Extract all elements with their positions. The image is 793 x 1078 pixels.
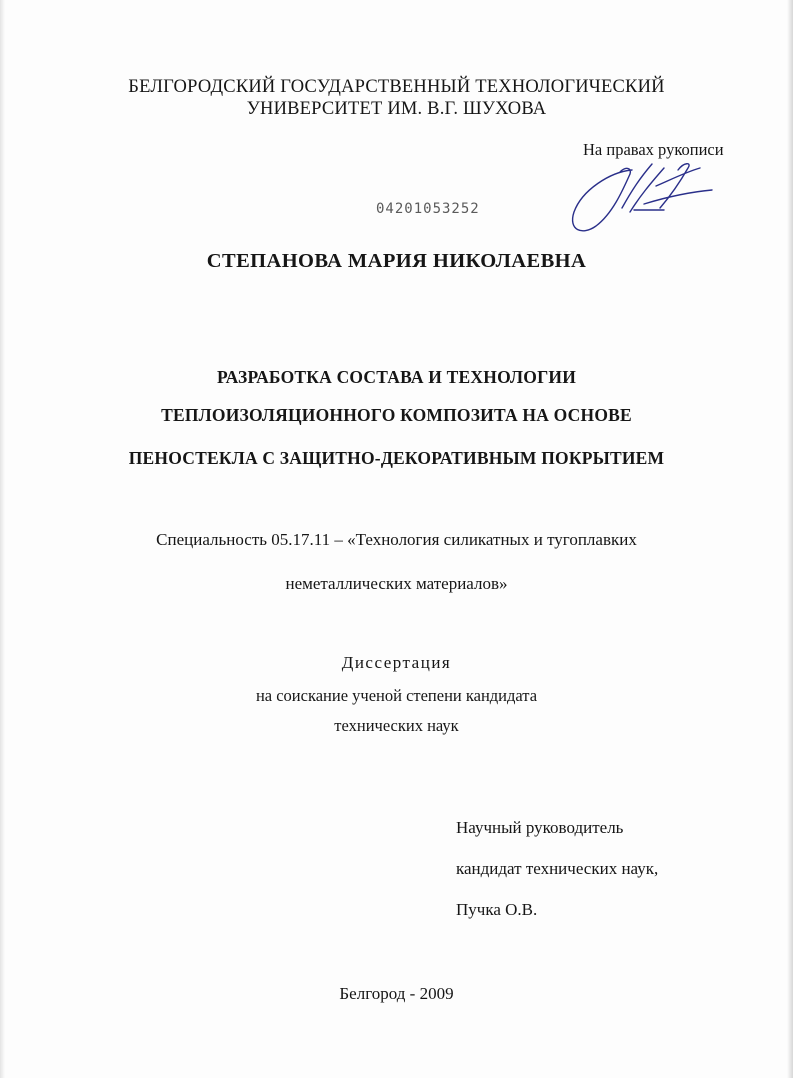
rights-note: На правах рукописи — [583, 140, 724, 159]
title-line2: ТЕПЛОИЗОЛЯЦИОННОГО КОМПОЗИТА НА ОСНОВЕ — [161, 405, 632, 425]
advisor-role: Научный руководитель — [456, 818, 624, 837]
university-name-line2: УНИВЕРСИТЕТ ИМ. В.Г. ШУХОВА — [246, 99, 547, 119]
advisor-name: Пучка О.В. — [456, 900, 538, 919]
university-name-line1: БЕЛГОРОДСКИЙ ГОСУДАРСТВЕННЫЙ ТЕХНОЛОГИЧЕСКИЙ — [128, 77, 665, 97]
specialty-line1: Специальность 05.17.11 – «Технология силикатных и тугоплавких — [156, 530, 637, 549]
archive-stamp-number: 04201053252 — [376, 201, 480, 217]
degree-line2: технических наук — [334, 716, 459, 735]
handwritten-signature — [560, 150, 720, 245]
city-year: Белгород - 2009 — [339, 984, 454, 1003]
author-name: СТЕПАНОВА МАРИЯ НИКОЛАЕВНА — [206, 250, 587, 272]
advisor-degree: кандидат технических наук, — [456, 859, 659, 878]
title-line3: ПЕНОСТЕКЛА С ЗАЩИТНО-ДЕКОРАТИВНЫМ ПОКРЫТИЕМ — [128, 448, 665, 468]
specialty-line2: неметаллических материалов» — [285, 574, 508, 593]
degree-line1: на соискание ученой степени кандидата — [255, 686, 538, 705]
dissertation-label: Диссертация — [341, 653, 452, 672]
title-line1: РАЗРАБОТКА СОСТАВА И ТЕХНОЛОГИИ — [216, 367, 577, 387]
